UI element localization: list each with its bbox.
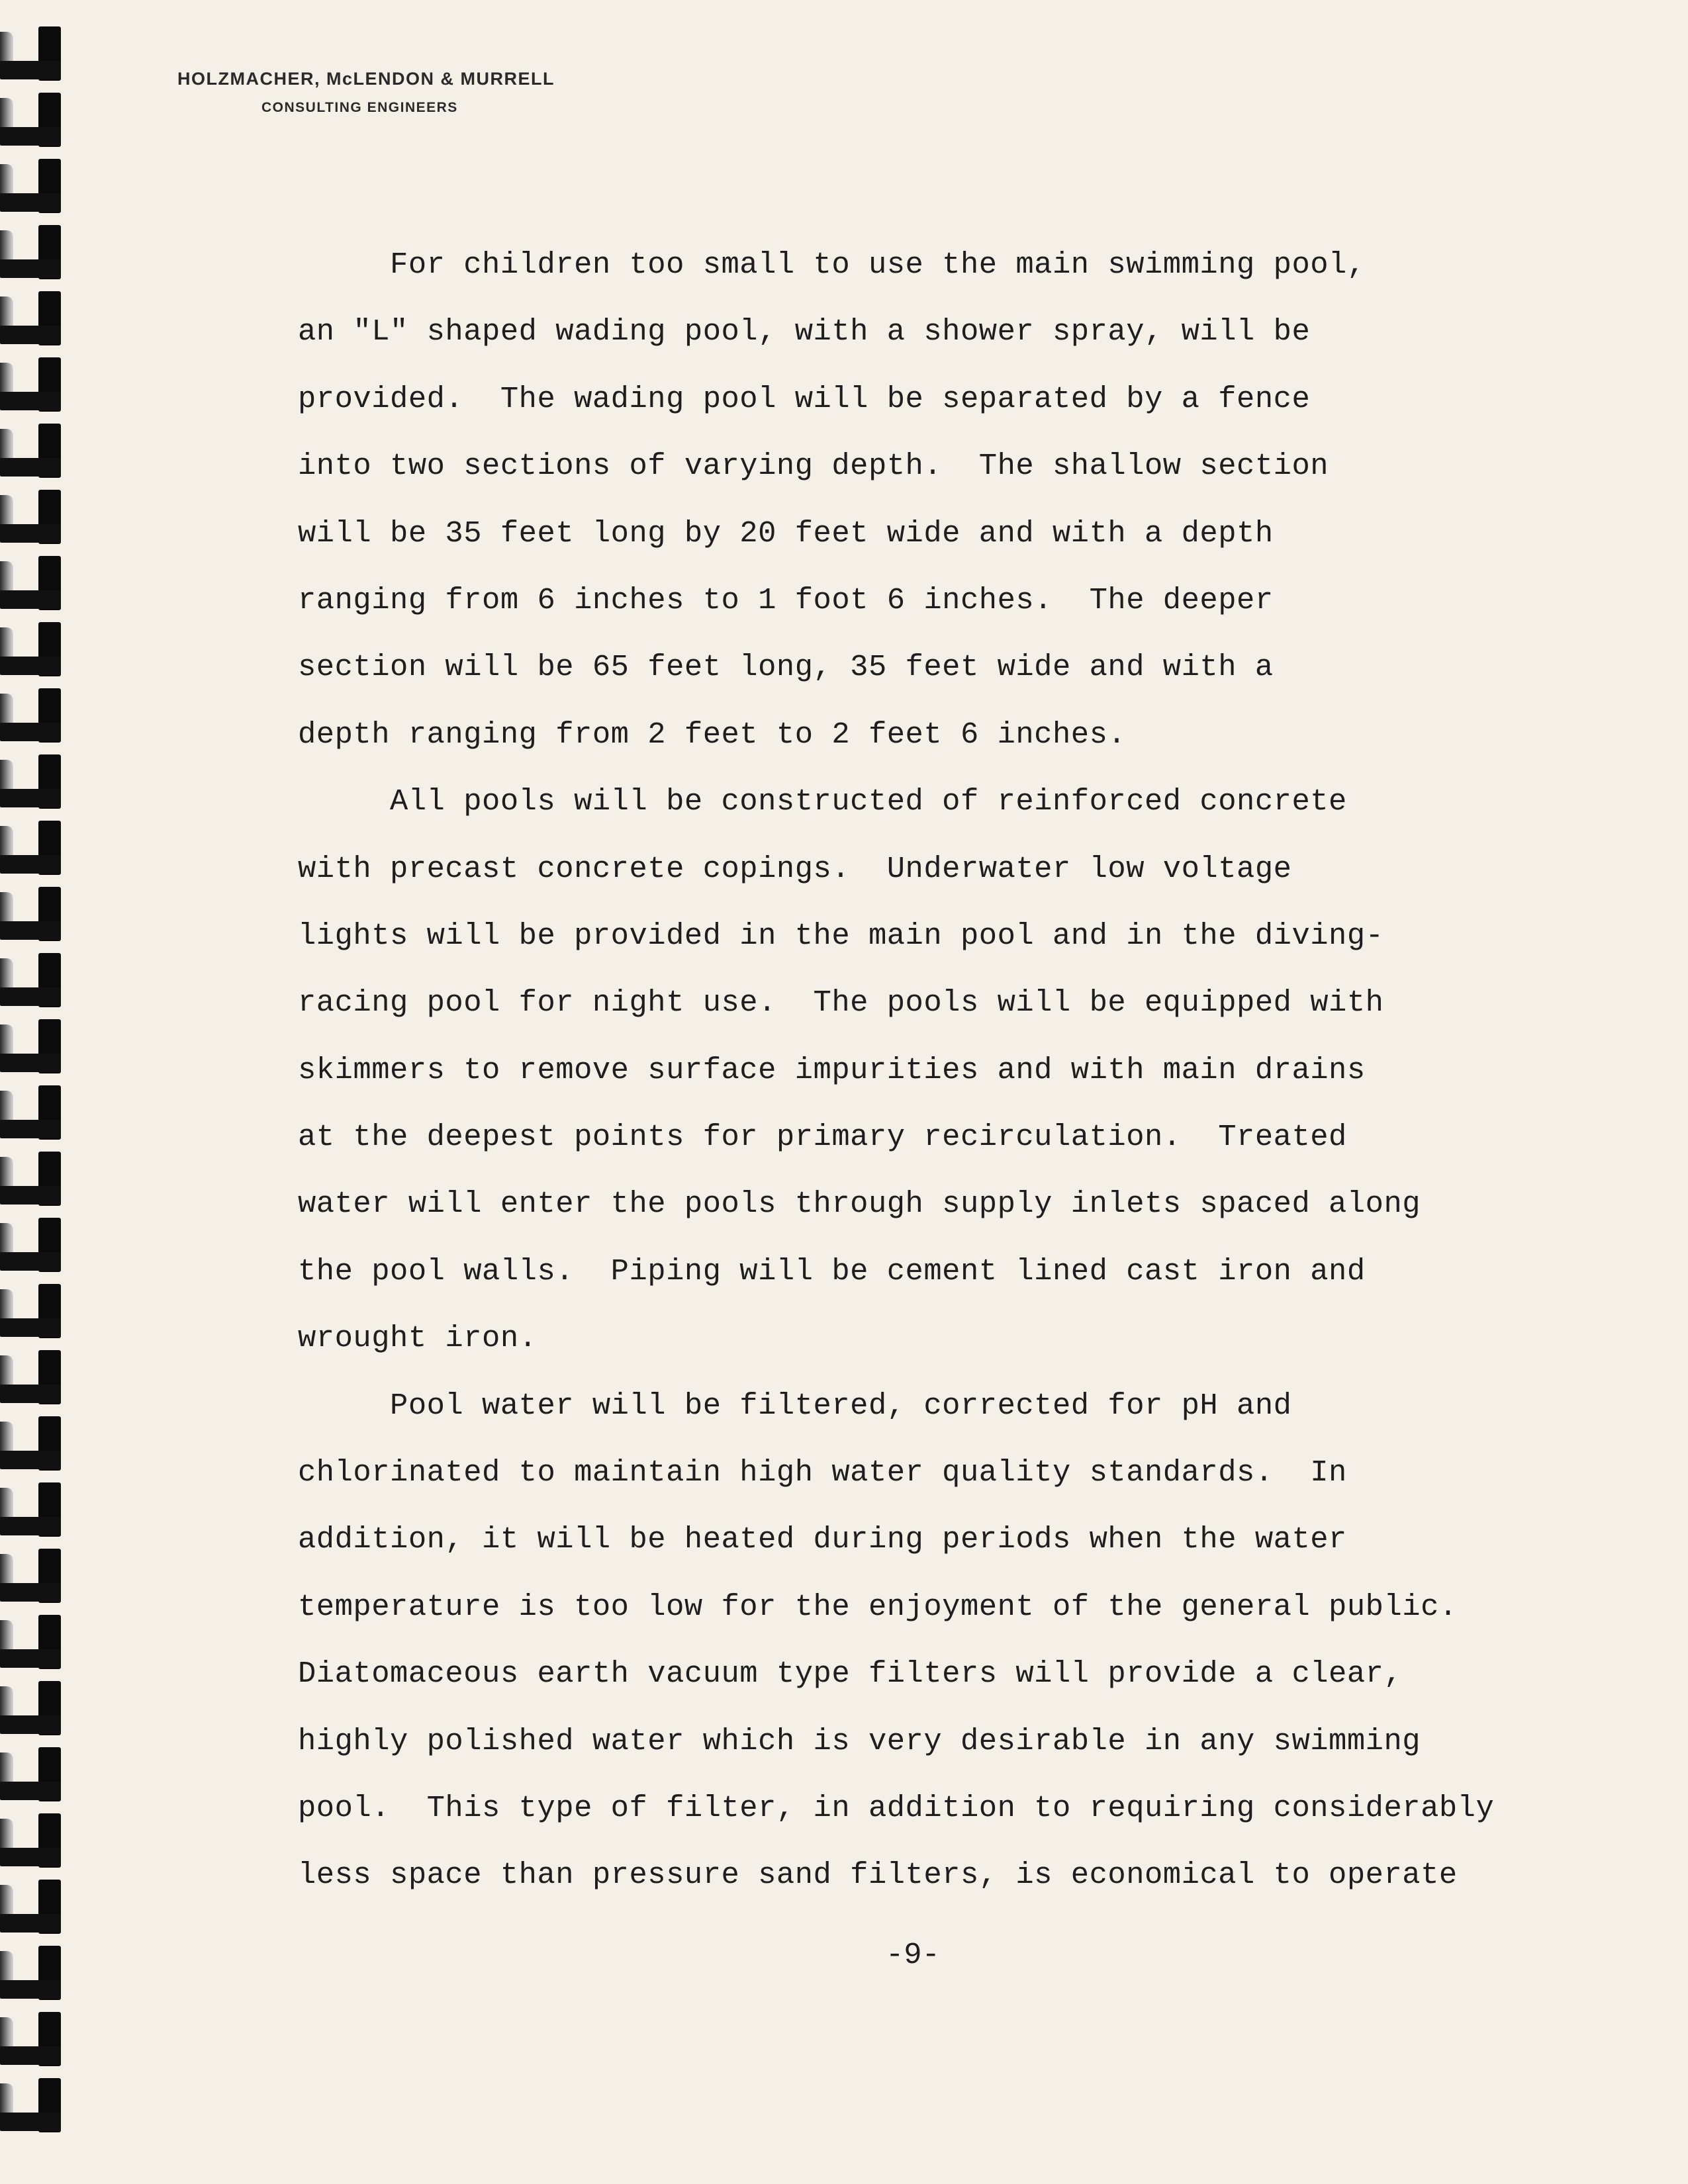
- text-line: the pool walls. Piping will be cement lined cast iron and: [298, 1253, 1366, 1289]
- text-line: All pools will be constructed of reinforced concrete: [298, 784, 1347, 819]
- text-line: section will be 65 feet long, 35 feet wide and with a: [298, 650, 1274, 685]
- binding-slot: [0, 159, 66, 217]
- text-line: will be 35 feet long by 20 feet wide and with a depth: [298, 516, 1274, 551]
- text-line: provided. The wading pool will be separated by a fence: [298, 381, 1311, 416]
- binding-slot: [0, 93, 66, 151]
- binding-slot: [0, 1085, 66, 1144]
- binding-slot: [0, 1152, 66, 1210]
- binding-slot: [0, 1681, 66, 1739]
- binding-slot: [0, 490, 66, 548]
- text-line: into two sections of varying depth. The shallow section: [298, 449, 1329, 484]
- text-line: wrought iron.: [298, 1321, 538, 1356]
- binding-slot: [0, 953, 66, 1011]
- text-line: skimmers to remove surface impurities and with main drains: [298, 1052, 1366, 1087]
- text-line: less space than pressure sand filters, is economical to operate: [298, 1858, 1458, 1893]
- binding-slot: [0, 225, 66, 283]
- text-line: temperature is too low for the enjoyment of the general public.: [298, 1589, 1458, 1624]
- binding-slot: [0, 2012, 66, 2070]
- text-line: addition, it will be heated during periods when the water: [298, 1522, 1347, 1557]
- body-text: [298, 232, 1609, 1909]
- binding-slot: [0, 556, 66, 614]
- text-line: Pool water will be filtered, corrected for pH and: [298, 1388, 1292, 1423]
- binding-slot: [0, 1813, 66, 1872]
- firm-subtitle: CONSULTING ENGINEERS: [261, 100, 458, 115]
- binding-slot: [0, 1218, 66, 1276]
- text-line: lights will be provided in the main pool and in the diving-: [298, 918, 1384, 953]
- binding-slot: [0, 1350, 66, 1408]
- binding-slot: [0, 357, 66, 416]
- binding-slot: [0, 1880, 66, 1938]
- firm-name: HOLZMACHER, McLENDON & MURRELL: [177, 69, 555, 89]
- text-line: water will enter the pools through supply inlets spaced along: [298, 1187, 1421, 1222]
- text-line: ranging from 6 inches to 1 foot 6 inches. The deeper: [298, 582, 1274, 617]
- text-line: racing pool for night use. The pools will be equipped with: [298, 985, 1384, 1021]
- spiral-binding: [0, 0, 73, 2184]
- binding-slot: [0, 26, 66, 85]
- text-line: highly polished water which is very desirable in any swimming: [298, 1723, 1421, 1758]
- text-line: Diatomaceous earth vacuum type filters will provide a clear,: [298, 1657, 1403, 1692]
- binding-slot: [0, 754, 66, 813]
- binding-slot: [0, 1019, 66, 1077]
- text-line: with precast concrete copings. Underwater low voltage: [298, 851, 1292, 886]
- binding-slot: [0, 1946, 66, 2004]
- binding-slot: [0, 424, 66, 482]
- binding-slot: [0, 1284, 66, 1342]
- binding-slot: [0, 2078, 66, 2136]
- page-number: -9-: [886, 1938, 940, 1972]
- text-line: depth ranging from 2 feet to 2 feet 6 inches.: [298, 717, 1127, 752]
- text-line: chlorinated to maintain high water quality standards. In: [298, 1455, 1347, 1490]
- letterhead: [177, 69, 555, 116]
- binding-slot: [0, 887, 66, 945]
- text-line: an "L" shaped wading pool, with a shower spray, will be: [298, 314, 1311, 349]
- binding-slot: [0, 821, 66, 879]
- binding-slot: [0, 1482, 66, 1541]
- binding-slot: [0, 622, 66, 680]
- binding-slot: [0, 1747, 66, 1805]
- binding-slot: [0, 1615, 66, 1673]
- binding-slot: [0, 1416, 66, 1475]
- text-line: For children too small to use the main swimming pool,: [298, 248, 1366, 282]
- text-line: at the deepest points for primary recirculation. Treated: [298, 1120, 1347, 1155]
- binding-slot: [0, 1549, 66, 1607]
- binding-slot: [0, 291, 66, 349]
- binding-slot: [0, 688, 66, 747]
- text-line: pool. This type of filter, in addition to requiring considerably: [298, 1790, 1495, 1825]
